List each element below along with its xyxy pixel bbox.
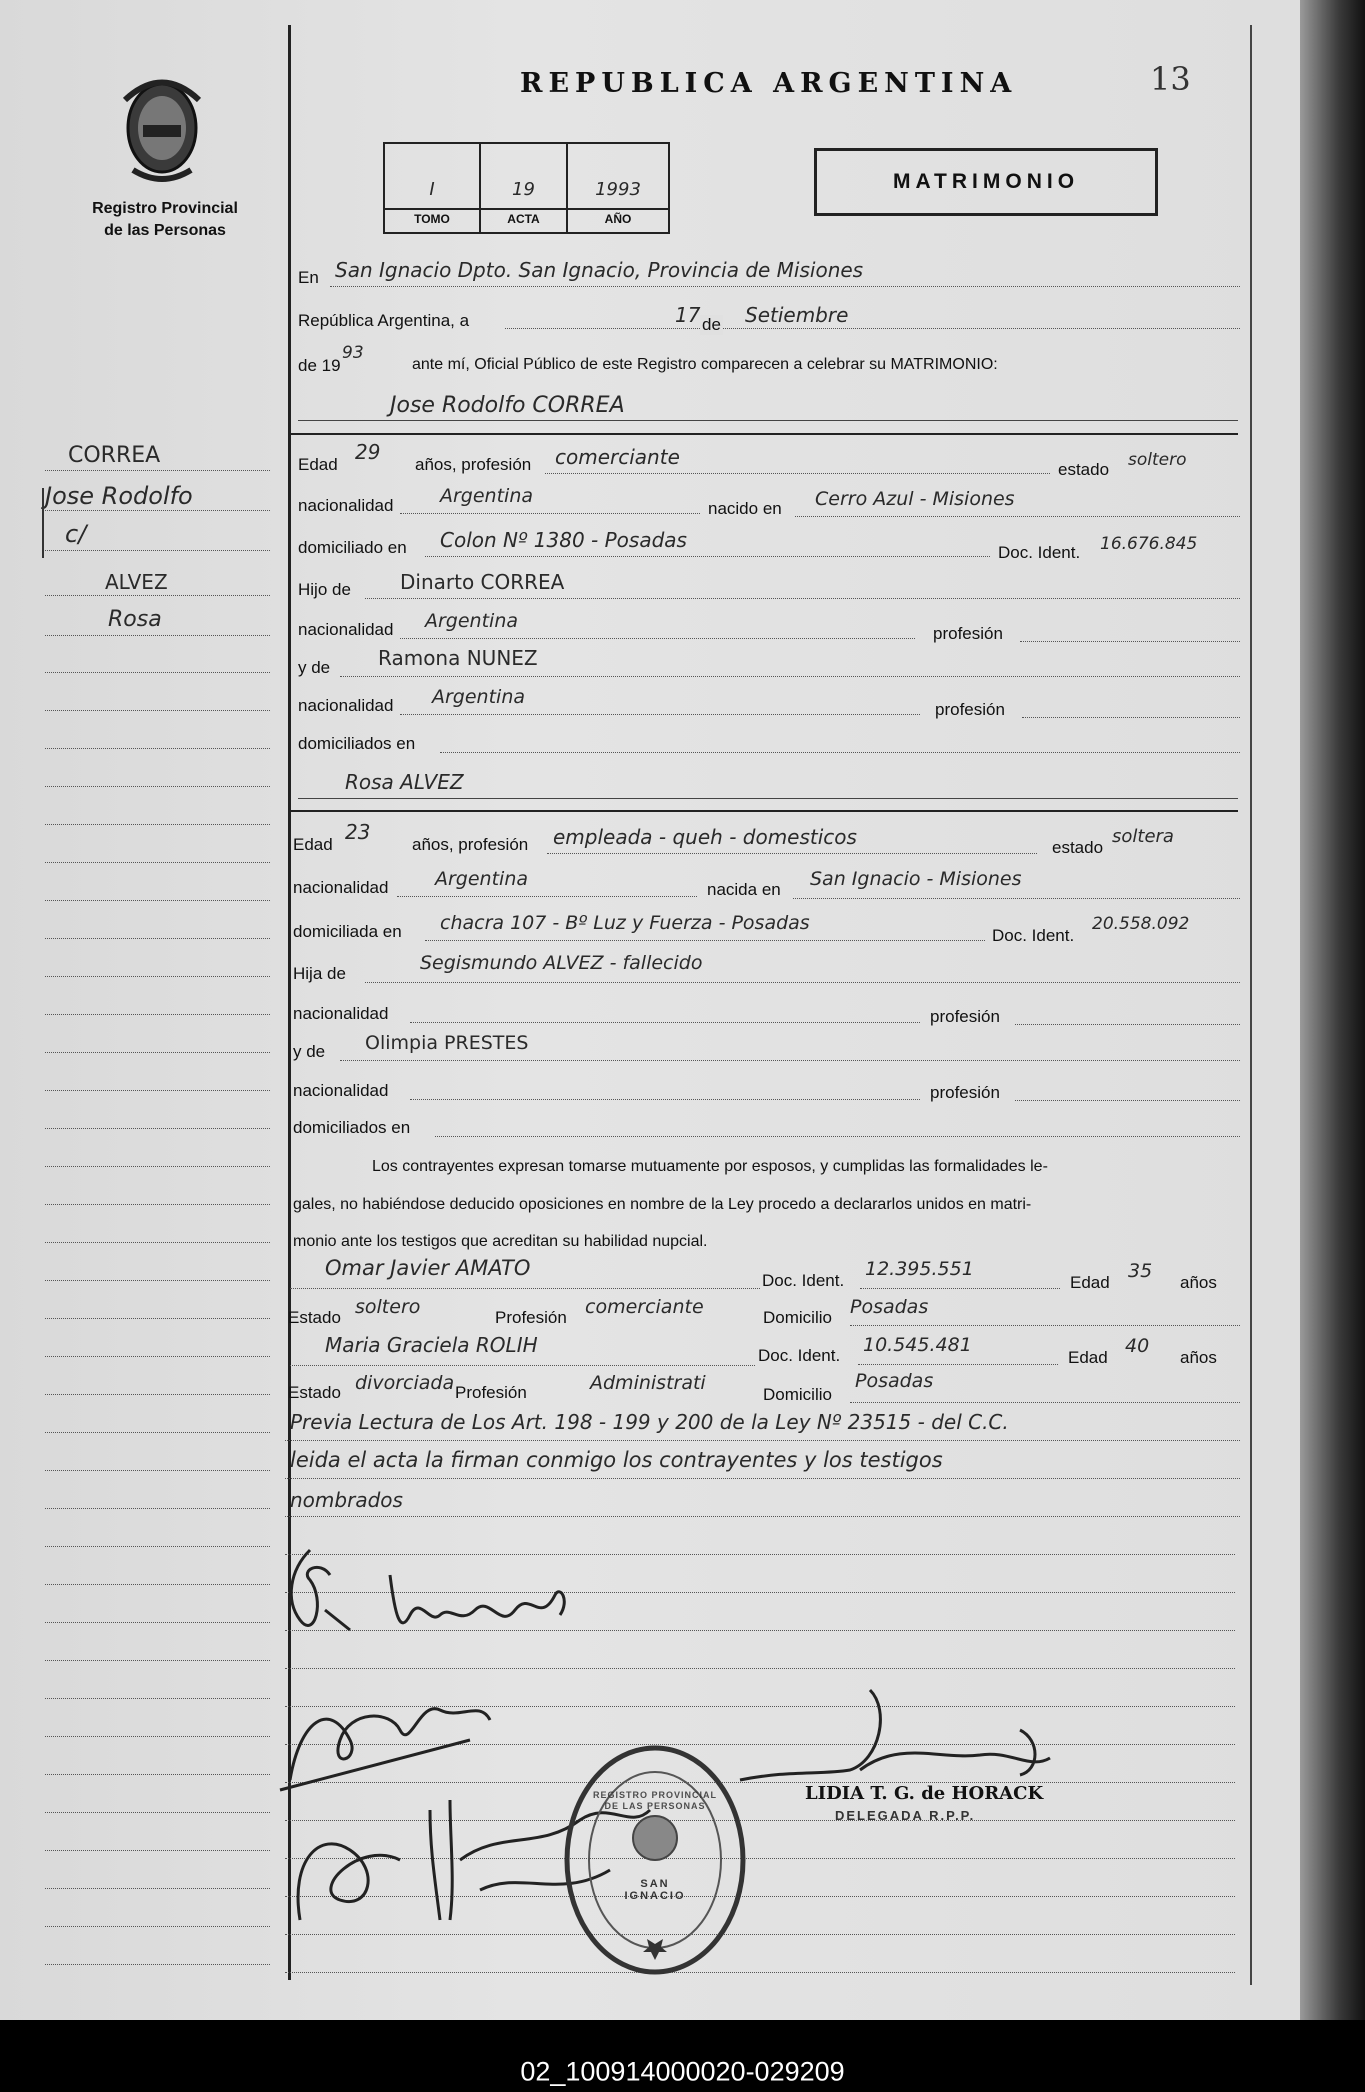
bride-anos-prof-label: años, profesión [412, 835, 529, 854]
witness2-name: Maria Graciela ROLIH [325, 1333, 538, 1357]
republic-title: REPUBLICA ARGENTINA [520, 68, 1018, 99]
sidebar-surname-2: ALVEZ [105, 570, 168, 594]
groom-father-prof-label: profesión [933, 624, 1003, 643]
republica-label: República Argentina, a [298, 311, 470, 330]
groom-anos-prof-label: años, profesión [415, 455, 532, 474]
bride-father-prof-label: profesión [930, 1007, 1000, 1026]
bride-dom-label: domiciliada en [293, 922, 402, 941]
witness2-doc: 10.545.481 [863, 1334, 972, 1356]
act-type-box [814, 148, 1158, 216]
bride-profession: empleada - queh - domesticos [553, 825, 857, 849]
signature-contracting-1 [280, 1540, 370, 1665]
act-type-label: MATRIMONIO [892, 170, 1080, 193]
year-prefix: de 19 [298, 356, 341, 375]
bride-mother: Olimpia PRESTES [365, 1032, 529, 1054]
sheet-right-border [1250, 25, 1252, 1985]
bride-nationality: Argentina [435, 868, 529, 890]
en-label: En [298, 268, 319, 287]
groom-father: Dinarto CORREA [400, 570, 565, 594]
seal-text: REGISTRO PROVINCIAL DE LAS PERSONAS [592, 1790, 717, 1811]
declaration-line2: gales, no habiéndose deducido oposiciones en nombre de la Ley procedo a declararlos unidos en matri- [293, 1196, 1032, 1213]
official-seal-icon [560, 1740, 750, 1980]
groom-yde-label: y de [298, 658, 331, 677]
sidebar-conjunction: c/ [65, 520, 87, 548]
registry-name-line2: de las Personas [104, 222, 226, 239]
bride-full-name: Rosa ALVEZ [345, 770, 464, 794]
witness1-doc: 12.395.551 [865, 1258, 974, 1280]
witness2-domicile: Posadas [855, 1370, 934, 1392]
bride-mother-prof-label: profesión [930, 1083, 1000, 1102]
groom-birthplace: Cerro Azul - Misiones [815, 488, 1015, 510]
groom-domicile: Colon Nº 1380 - Posadas [440, 528, 687, 552]
groom-domiciliados-label: domiciliados en [298, 734, 416, 753]
bride-doc: 20.558.092 [1092, 914, 1190, 934]
bride-hija-label: Hija de [293, 964, 346, 983]
witness2-dom-label: Domicilio [763, 1385, 832, 1404]
acta-label: ACTA [507, 212, 540, 226]
groom-father-nac-label: nacionalidad [298, 620, 394, 639]
witness1-estado-label: Estado [288, 1308, 341, 1327]
bride-estado: soltera [1112, 826, 1174, 847]
marriage-place: San Ignacio Dpto. San Ignacio, Provincia de Misiones [335, 258, 864, 282]
volume-record-box [383, 142, 670, 234]
groom-nac-label: nacionalidad [298, 496, 394, 515]
sidebar-given-name-2: Rosa [108, 607, 162, 632]
appear-text: ante mí, Oficial Público de este Registro comparecen a celebrar su MATRIMONIO: [412, 356, 998, 373]
groom-mother: Ramona NUNEZ [378, 646, 538, 670]
groom-mother-nationality: Argentina [432, 686, 526, 708]
groom-nacido-label: nacido en [708, 499, 782, 518]
groom-mother-nac-label: nacionalidad [298, 696, 394, 715]
witness1-anos: años [1180, 1273, 1217, 1292]
witness1-dom-label: Domicilio [763, 1308, 832, 1327]
bride-birthplace: San Ignacio - Misiones [810, 868, 1022, 890]
bride-nacida-label: nacida en [707, 880, 781, 899]
groom-profession: comerciante [555, 445, 680, 469]
page-number: 13 [1150, 60, 1191, 98]
tomo-value: I [429, 179, 435, 200]
witness1-edad-label: Edad [1070, 1273, 1110, 1292]
official-title: DELEGADA R.P.P. [835, 1808, 976, 1823]
bride-yde-label: y de [293, 1042, 326, 1061]
groom-estado-label: estado [1058, 460, 1110, 479]
ano-label: AÑO [604, 212, 632, 226]
coat-of-arms-icon [115, 70, 210, 185]
groom-edad-label: Edad [298, 455, 338, 474]
witness2-profession: Administrati [590, 1372, 706, 1394]
registry-name-line1: Registro Provincial [92, 200, 238, 217]
ano-value: 1993 [595, 179, 641, 200]
sidebar-surname: CORREA [68, 443, 161, 468]
witness1-prof-label: Profesión [495, 1308, 567, 1327]
de-label: de [702, 315, 721, 334]
page-edge [1300, 0, 1365, 2020]
groom-hijo-label: Hijo de [298, 580, 351, 599]
year-suffix: 93 [342, 343, 364, 363]
groom-age: 29 [355, 440, 381, 464]
notes-line2: leida el acta la firman conmigo los contrayentes y los testigos [290, 1448, 943, 1472]
declaration-line1: Los contrayentes expresan tomarse mutuamente por esposos, y cumplidas las formalidades le- [372, 1158, 1048, 1175]
witness1-name: Omar Javier AMATO [325, 1256, 531, 1280]
signature-official [720, 1680, 1060, 1795]
witness2-edad-label: Edad [1068, 1348, 1108, 1367]
groom-full-name: Jose Rodolfo CORREA [390, 393, 625, 418]
groom-father-nationality: Argentina [425, 610, 519, 632]
sidebar-given-name: Jose Rodolfo [45, 482, 193, 510]
groom-mother-prof-label: profesión [935, 700, 1005, 719]
groom-doc-label: Doc. Ident. [998, 543, 1081, 562]
declaration-line3: monio ante los testigos que acreditan su habilidad nupcial. [293, 1233, 708, 1250]
acta-value: 19 [512, 179, 535, 200]
witness2-doc-label: Doc. Ident. [758, 1346, 841, 1365]
marriage-day: 17 [675, 303, 701, 327]
marriage-month: Setiembre [745, 303, 849, 327]
groom-nationality: Argentina [440, 485, 534, 507]
seal-place: SAN IGNACIO [624, 1878, 686, 1902]
bride-domiciliados-label: domiciliados en [293, 1118, 411, 1137]
witness2-estado: divorciada [355, 1372, 455, 1394]
bride-domicile: chacra 107 - Bº Luz y Fuerza - Posadas [440, 912, 810, 934]
witness1-doc-label: Doc. Ident. [762, 1271, 845, 1290]
witness1-domicile: Posadas [850, 1296, 929, 1318]
groom-estado: soltero [1128, 450, 1187, 470]
witness1-estado: soltero [355, 1296, 421, 1318]
sidebar-bracket [42, 488, 44, 558]
bride-estado-label: estado [1052, 838, 1104, 857]
witness2-estado-label: Estado [288, 1383, 341, 1402]
image-caption: 02_100914000020-029209 [520, 2056, 845, 2087]
tomo-label: TOMO [414, 212, 450, 226]
bride-doc-label: Doc. Ident. [992, 926, 1075, 945]
groom-dom-label: domiciliado en [298, 538, 407, 557]
bride-father-nac-label: nacionalidad [293, 1004, 389, 1023]
notes-line1: Previa Lectura de Los Art. 198 - 199 y 200 de la Ley Nº 23515 - del C.C. [290, 1410, 1009, 1434]
bride-age: 23 [345, 820, 371, 844]
bride-father: Segismundo ALVEZ - fallecido [420, 952, 703, 974]
bride-nac-label: nacionalidad [293, 878, 389, 897]
witness2-prof-label: Profesión [455, 1383, 527, 1402]
bride-mother-nac-label: nacionalidad [293, 1081, 389, 1100]
notes-line3: nombrados [290, 1488, 403, 1512]
witness1-age: 35 [1128, 1260, 1153, 1282]
witness2-anos: años [1180, 1348, 1217, 1367]
witness1-profession: comerciante [585, 1296, 704, 1318]
groom-doc: 16.676.845 [1100, 534, 1198, 554]
witness2-age: 40 [1125, 1335, 1150, 1357]
signature-contracting-2 [380, 1555, 580, 1660]
official-name: LIDIA T. G. de HORACK [805, 1783, 1044, 1804]
bride-edad-label: Edad [293, 835, 333, 854]
